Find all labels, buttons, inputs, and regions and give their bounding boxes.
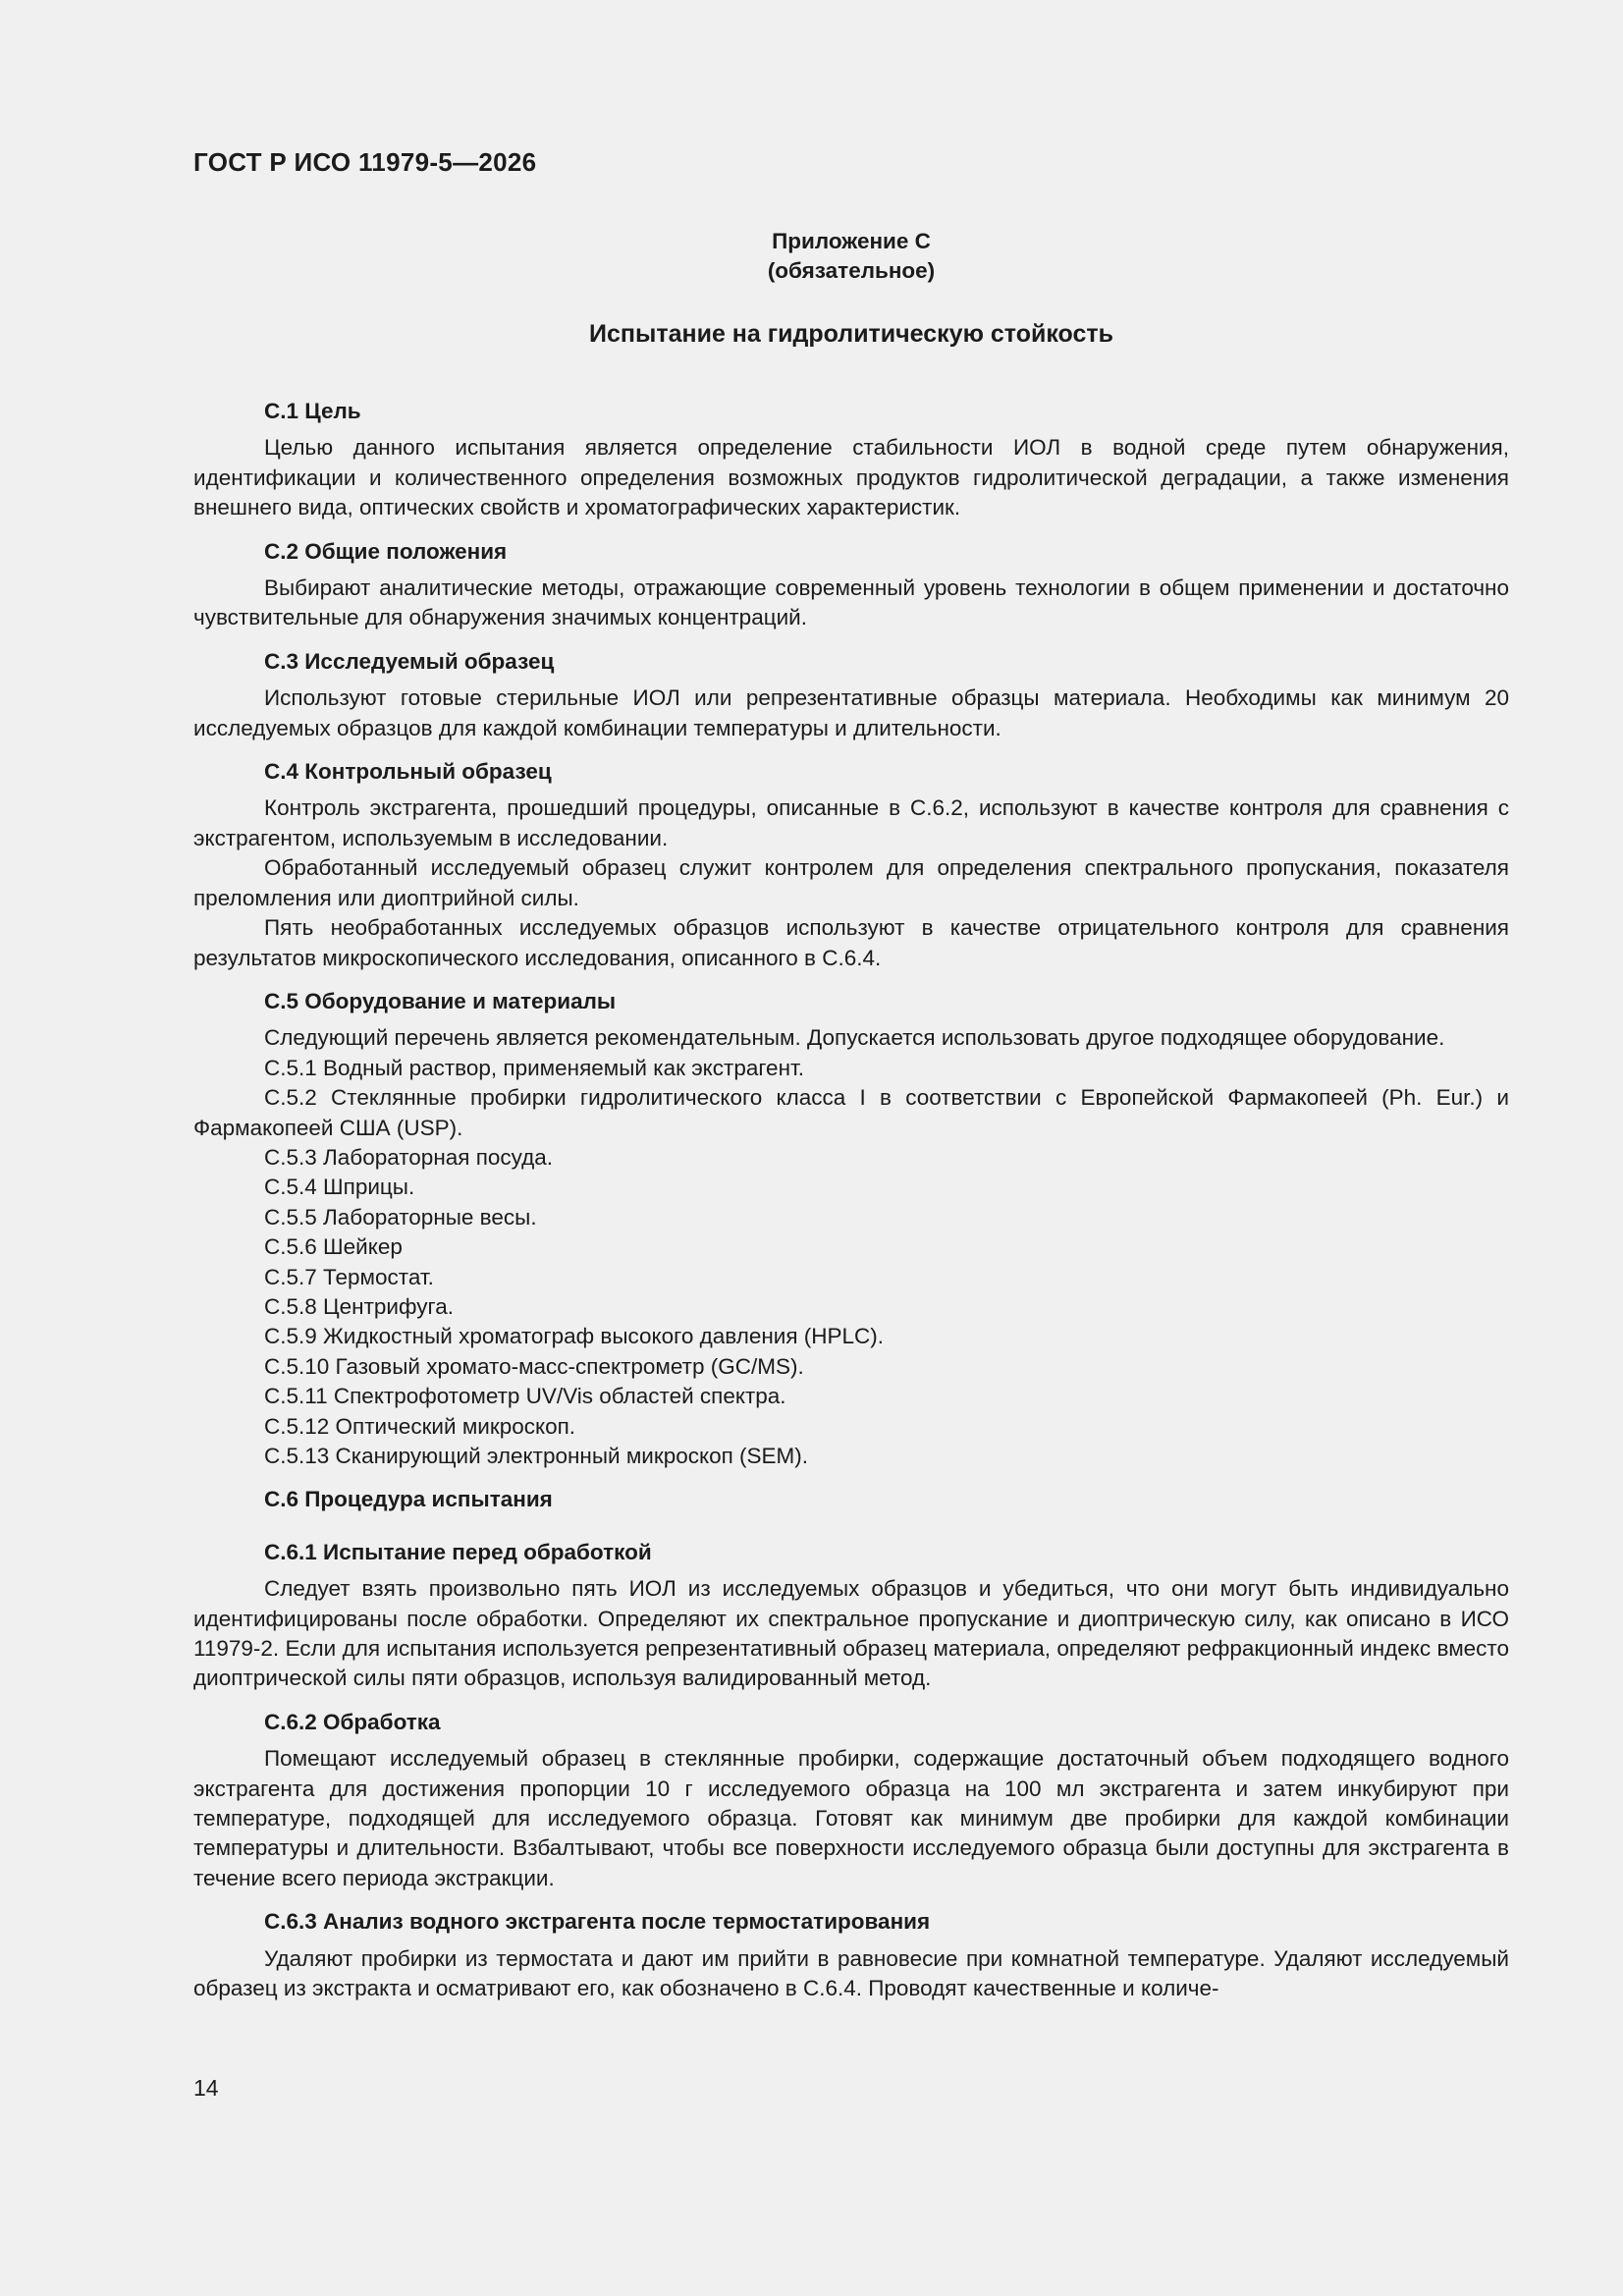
list-item: С.5.13 Сканирующий электронный микроскоп (SEM). xyxy=(264,1444,809,1468)
list-item: С.5.8 Центрифуга. xyxy=(264,1293,454,1319)
list-item: С.5.5 Лабораторные весы. xyxy=(264,1204,537,1230)
list-item: С.5.1 Водный раствор, применяемый как экстрагент. xyxy=(264,1055,805,1080)
list-item: С.5.6 Шейкер xyxy=(264,1234,403,1260)
list-item: С.5.10 Газовый хромато-масс-спектрометр (GC/MS). xyxy=(264,1353,804,1379)
section-paragraph: Удаляют пробирки из термостата и дают им прийти в равновесие при комнатной температуре. Удаляют исследуемый образец из экстракта и осматривают его, как обозначено в С.6.4. Проводят качественные и количе- xyxy=(193,1945,1509,2001)
document-body xyxy=(193,397,1509,2004)
list-item: С.5.3 Лабораторная посуда. xyxy=(264,1144,554,1170)
list-item: С.5.9 Жидкостный хроматограф высокого давления (HPLC). xyxy=(264,1324,885,1349)
section-heading-c4: С.4 Контрольный образец xyxy=(264,759,552,785)
annex-heading xyxy=(193,227,1509,286)
annex-title: Испытание на гидролитическую стойкость xyxy=(589,320,1113,348)
section-heading-c1: С.1 Цель xyxy=(264,399,361,423)
section-paragraph: Следует взять произвольно пять ИОЛ из исследуемых образцов и убедиться, что они могут быть индивидуально идентифицированы после обработки. Определяют их спектральное пропускание и диоптрическую силу, как описано в ИСО 11979-2. Если для испытания используется репрезентативный образец материала, определяют рефракционный индекс вместо диоптрической силы пяти образцов, используя валидированный метод. xyxy=(193,1576,1509,1691)
section-heading-c2: С.2 Общие положения xyxy=(264,538,508,564)
list-item: С.5.2 Стеклянные пробирки гидролитического класса I в соответствии с Европейской Фармакопеей (Ph. Eur.) и Фармакопеей США (USP). xyxy=(193,1085,1509,1140)
section-paragraph: Следующий перечень является рекомендательным. Допускается использовать другое подходящее оборудование. xyxy=(264,1025,1445,1051)
list-item: С.5.12 Оптический микроскоп. xyxy=(264,1413,576,1439)
subsection-heading-c63: С.6.3 Анализ водного экстрагента после термостатирования xyxy=(264,1909,931,1935)
list-item: С.5.11 Спектрофотометр UV/Vis областей спектра. xyxy=(264,1384,786,1409)
section-paragraph: Обработанный исследуемый образец служит контролем для определения спектрального пропускания, показателя преломления или диоптрийной силы. xyxy=(193,855,1509,910)
annex-status: (обязательное) xyxy=(767,258,936,283)
subsection-heading-c61: С.6.1 Испытание перед обработкой xyxy=(264,1539,652,1564)
document-header: ГОСТ Р ИСО 11979-5—2026 xyxy=(193,147,537,177)
section-paragraph: Помещают исследуемый образец в стеклянные пробирки, содержащие достаточный объем подходящего водного экстрагента для достижения пропорции 10 г исследуемого образца на 100 мл экстрагента и затем инкубируют при температуре, подходящей для исследуемого образца. Готовят как минимум две пробирки для каждой комбинации температуры и длительности. Взбалтывают, чтобы все поверхности исследуемого образца были доступны для экстрагента в течение всего периода экстракции. xyxy=(193,1746,1509,1890)
section-paragraph: Контроль экстрагента, прошедший процедуры, описанные в С.6.2, используют в качестве контроля для сравнения с экстрагентом, используемым в исследовании. xyxy=(193,795,1509,850)
subsection-heading-c62: С.6.2 Обработка xyxy=(264,1709,441,1734)
section-heading-c6: С.6 Процедура испытания xyxy=(264,1487,553,1512)
section-paragraph: Используют готовые стерильные ИОЛ или репрезентативные образцы материала. Необходимы как минимум 20 исследуемых образцов для каждой комбинации температуры и длительности. xyxy=(193,685,1509,740)
equipment-list xyxy=(193,1054,1509,1472)
section-paragraph: Целью данного испытания является определение стабильности ИОЛ в водной среде путем обнаружения, идентификации и количественного определения возможных продуктов гидролитической деградации, а также изменения внешнего вида, оптических свойств и хроматографических характеристик. xyxy=(193,435,1509,520)
page-number: 14 xyxy=(193,2075,219,2101)
section-paragraph: Пять необработанных исследуемых образцов используют в качестве отрицательного контроля для сравнения результатов микроскопического исследования, описанного в С.6.4. xyxy=(193,915,1509,970)
section-heading-c5: С.5 Оборудование и материалы xyxy=(264,988,617,1013)
section-paragraph: Выбирают аналитические методы, отражающие современный уровень технологии в общем применении и достаточно чувствительные для обнаружения значимых концентраций. xyxy=(193,575,1509,630)
annex-label: Приложение С xyxy=(772,229,931,253)
section-heading-c3: С.3 Исследуемый образец xyxy=(264,648,555,674)
list-item: С.5.4 Шприцы. xyxy=(264,1175,415,1200)
list-item: С.5.7 Термостат. xyxy=(264,1264,434,1289)
